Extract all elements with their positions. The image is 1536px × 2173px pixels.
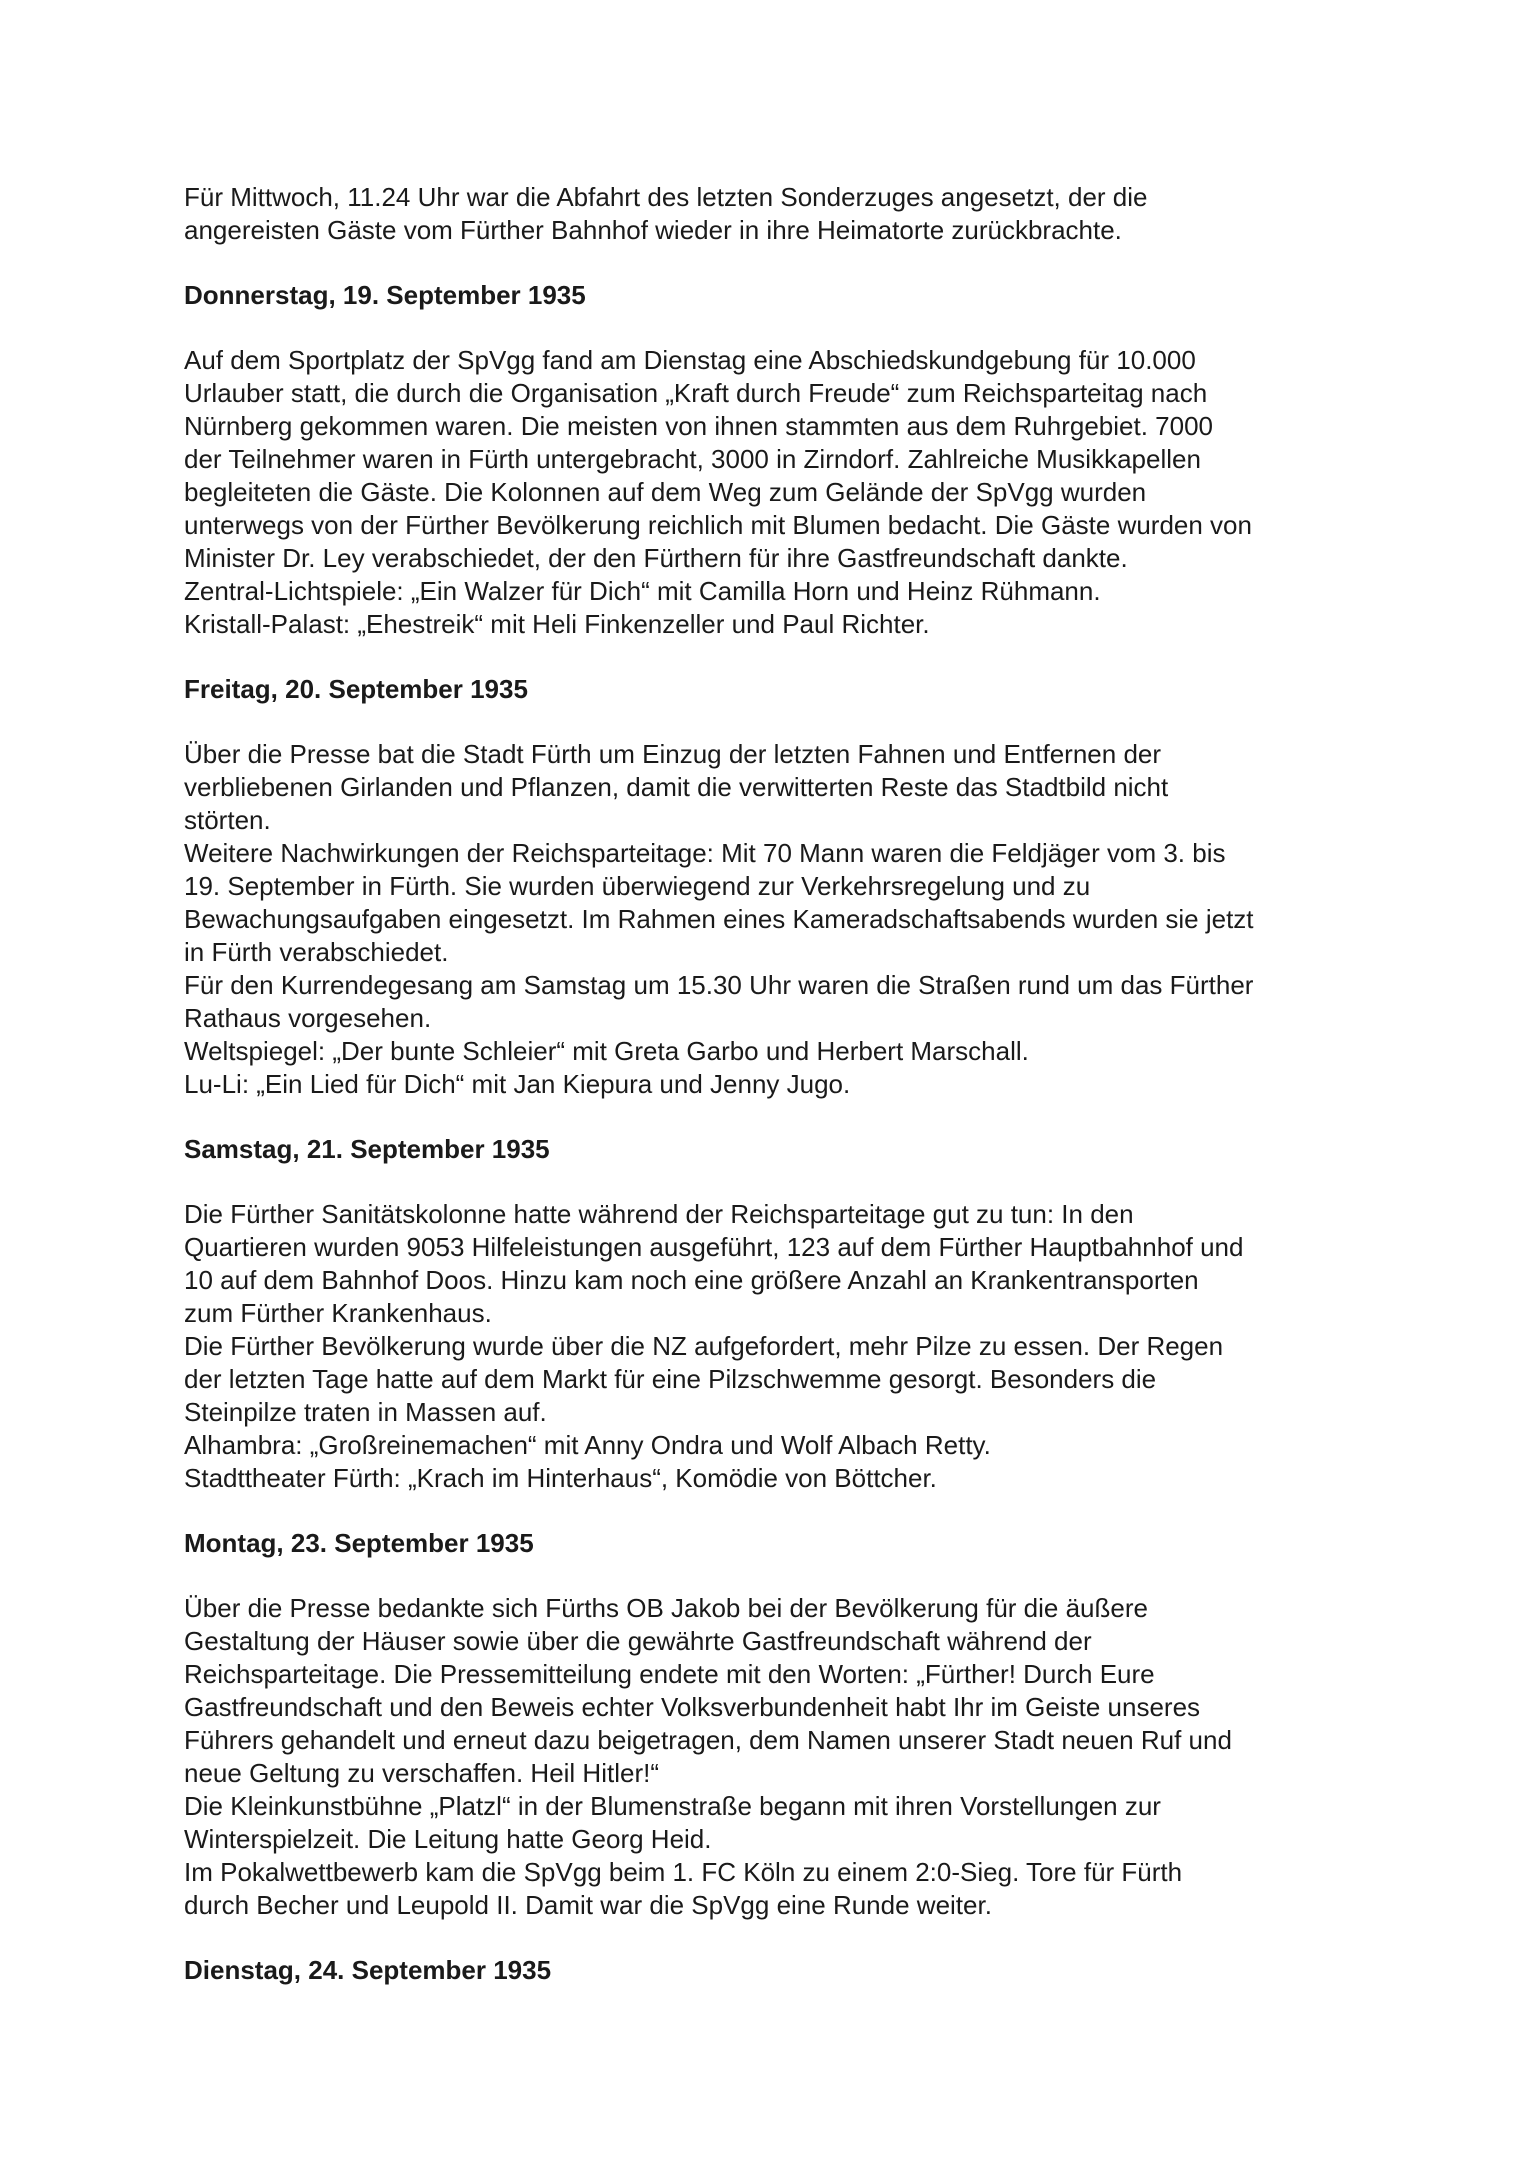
text-line: angereisten Gäste vom Fürther Bahnhof wieder in ihre Heimatorte zurückbrachte. bbox=[184, 215, 1122, 245]
text-line: Auf dem Sportplatz der SpVgg fand am Dienstag eine Abschiedskundgebung für 10.000 bbox=[184, 345, 1196, 375]
text-line: Lu-Li: „Ein Lied für Dich“ mit Jan Kiepura und Jenny Jugo. bbox=[184, 1069, 851, 1099]
text-line: Alhambra: „Großreinemachen“ mit Anny Ondra und Wolf Albach Retty. bbox=[184, 1430, 991, 1460]
text-line: Rathaus vorgesehen. bbox=[184, 1003, 432, 1033]
text-line: Minister Dr. Ley verabschiedet, der den Fürthern für ihre Gastfreundschaft dankte. bbox=[184, 543, 1128, 573]
text-line: Stadttheater Fürth: „Krach im Hinterhaus“, Komödie von Böttcher. bbox=[184, 1463, 937, 1493]
text-line: neue Geltung zu verschaffen. Heil Hitler!“ bbox=[184, 1758, 659, 1788]
section-paragraph bbox=[184, 1592, 1384, 1922]
text-line: Über die Presse bedankte sich Fürths OB Jakob bei der Bevölkerung für die äußere bbox=[184, 1593, 1148, 1623]
text-line: 19. September in Fürth. Sie wurden überwiegend zur Verkehrsregelung und zu bbox=[184, 871, 1091, 901]
section-heading: Montag, 23. September 1935 bbox=[184, 1528, 534, 1558]
text-line: Im Pokalwettbewerb kam die SpVgg beim 1. FC Köln zu einem 2:0-Sieg. Tore für Fürth bbox=[184, 1857, 1183, 1887]
section-heading: Donnerstag, 19. September 1935 bbox=[184, 280, 586, 310]
text-line: unterwegs von der Fürther Bevölkerung reichlich mit Blumen bedacht. Die Gäste wurden von bbox=[184, 510, 1252, 540]
section-paragraph bbox=[184, 738, 1384, 1101]
text-line: Für den Kurrendegesang am Samstag um 15.30 Uhr waren die Straßen rund um das Fürther bbox=[184, 970, 1254, 1000]
text-line: Bewachungsaufgaben eingesetzt. Im Rahmen eines Kameradschaftsabends wurden sie jetzt bbox=[184, 904, 1254, 934]
text-line: Führers gehandelt und erneut dazu beigetragen, dem Namen unserer Stadt neuen Ruf und bbox=[184, 1725, 1232, 1755]
text-line: Quartieren wurden 9053 Hilfeleistungen ausgeführt, 123 auf dem Fürther Hauptbahnhof und bbox=[184, 1232, 1244, 1262]
document-page bbox=[184, 181, 1384, 2019]
text-line: 10 auf dem Bahnhof Doos. Hinzu kam noch eine größere Anzahl an Krankentransporten bbox=[184, 1265, 1199, 1295]
section-paragraph bbox=[184, 344, 1384, 641]
section-heading: Freitag, 20. September 1935 bbox=[184, 674, 528, 704]
text-line: in Fürth verabschiedet. bbox=[184, 937, 449, 967]
text-line: durch Becher und Leupold II. Damit war die SpVgg eine Runde weiter. bbox=[184, 1890, 992, 1920]
text-line: der Teilnehmer waren in Fürth untergebracht, 3000 in Zirndorf. Zahlreiche Musikkapellen bbox=[184, 444, 1201, 474]
text-line: Die Kleinkunstbühne „Platzl“ in der Blumenstraße begann mit ihren Vorstellungen zur bbox=[184, 1791, 1161, 1821]
text-line: Die Fürther Sanitätskolonne hatte während der Reichsparteitage gut zu tun: In den bbox=[184, 1199, 1134, 1229]
text-line: Zentral-Lichtspiele: „Ein Walzer für Dich“ mit Camilla Horn und Heinz Rühmann. bbox=[184, 576, 1101, 606]
text-line: zum Fürther Krankenhaus. bbox=[184, 1298, 492, 1328]
text-line: Steinpilze traten in Massen auf. bbox=[184, 1397, 547, 1427]
intro-paragraph bbox=[184, 181, 1384, 247]
text-line: der letzten Tage hatte auf dem Markt für eine Pilzschwemme gesorgt. Besonders die bbox=[184, 1364, 1157, 1394]
section-heading: Samstag, 21. September 1935 bbox=[184, 1134, 550, 1164]
text-line: Winterspielzeit. Die Leitung hatte Georg Heid. bbox=[184, 1824, 712, 1854]
section-heading: Dienstag, 24. September 1935 bbox=[184, 1955, 552, 1985]
text-line: Urlauber statt, die durch die Organisation „Kraft durch Freude“ zum Reichsparteitag nach bbox=[184, 378, 1208, 408]
text-line: Die Fürther Bevölkerung wurde über die NZ aufgefordert, mehr Pilze zu essen. Der Regen bbox=[184, 1331, 1224, 1361]
text-line: Weltspiegel: „Der bunte Schleier“ mit Greta Garbo und Herbert Marschall. bbox=[184, 1036, 1029, 1066]
section-paragraph bbox=[184, 1198, 1384, 1495]
text-line: verbliebenen Girlanden und Pflanzen, damit die verwitterten Reste das Stadtbild nicht bbox=[184, 772, 1169, 802]
text-line: Reichsparteitage. Die Pressemitteilung endete mit den Worten: „Fürther! Durch Eure bbox=[184, 1659, 1155, 1689]
text-line: Gastfreundschaft und den Beweis echter Volksverbundenheit habt Ihr im Geiste unseres bbox=[184, 1692, 1201, 1722]
text-line: begleiteten die Gäste. Die Kolonnen auf dem Weg zum Gelände der SpVgg wurden bbox=[184, 477, 1147, 507]
text-line: Für Mittwoch, 11.24 Uhr war die Abfahrt des letzten Sonderzuges angesetzt, der die bbox=[184, 182, 1148, 212]
text-line: Gestaltung der Häuser sowie über die gewährte Gastfreundschaft während der bbox=[184, 1626, 1092, 1656]
text-line: störten. bbox=[184, 805, 271, 835]
text-line: Weitere Nachwirkungen der Reichsparteitage: Mit 70 Mann waren die Feldjäger vom 3. bis bbox=[184, 838, 1226, 868]
text-line: Über die Presse bat die Stadt Fürth um Einzug der letzten Fahnen und Entfernen der bbox=[184, 739, 1162, 769]
text-line: Nürnberg gekommen waren. Die meisten von ihnen stammten aus dem Ruhrgebiet. 7000 bbox=[184, 411, 1213, 441]
text-line: Kristall-Palast: „Ehestreik“ mit Heli Finkenzeller und Paul Richter. bbox=[184, 609, 930, 639]
